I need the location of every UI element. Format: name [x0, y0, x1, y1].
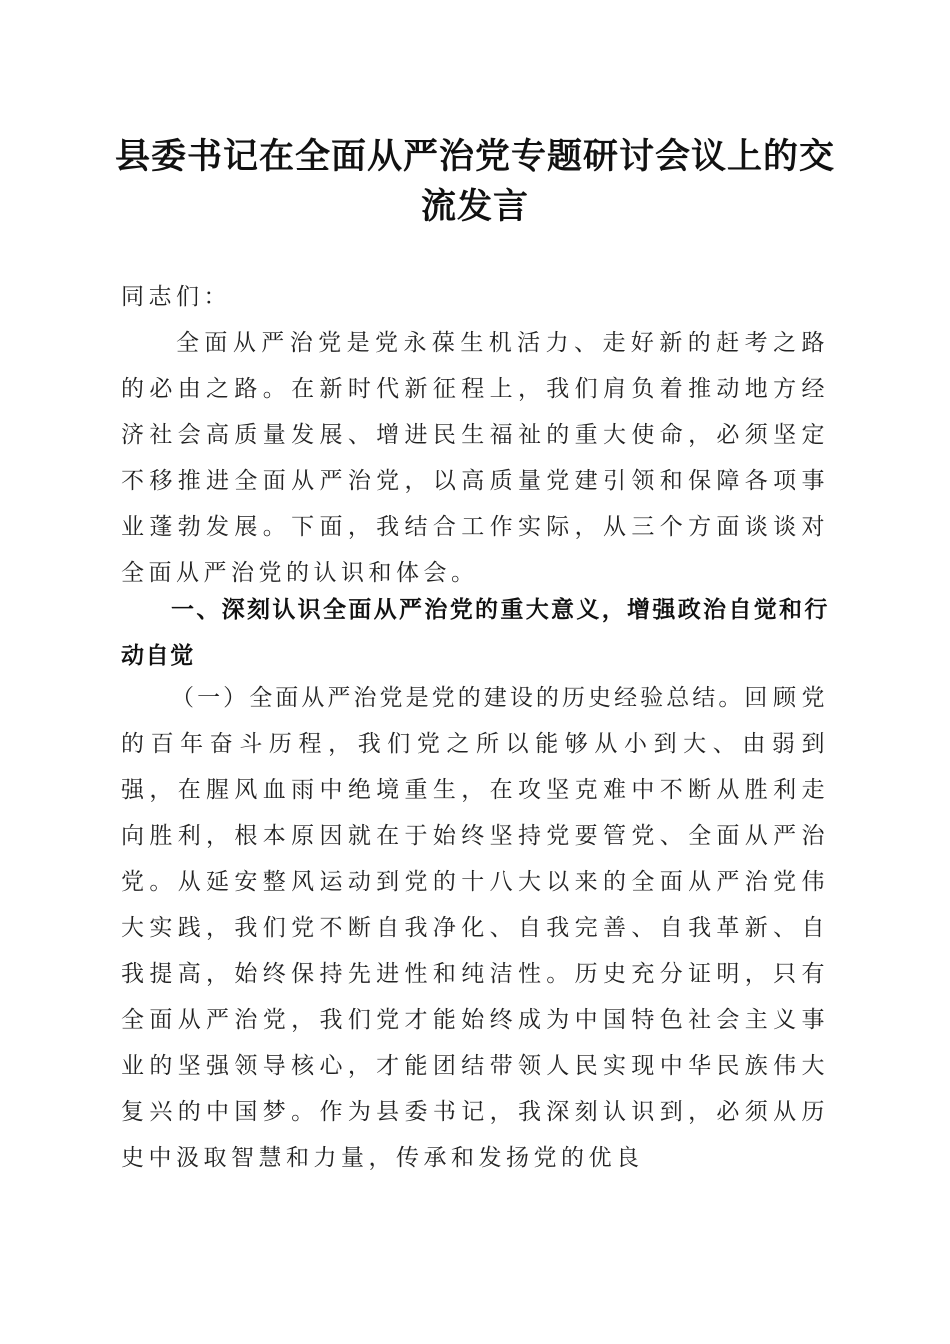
paragraph-body: 回顾党的百年奋斗历程，我们党之所以能够从小到大、由弱到强，在腥风血雨中绝境重生，在攻坚克难中不断从胜利走向胜利，根本原因就在于始终坚持党要管党、全面从严治党。从延安整风运动到党的十八大以来的全面从严治党伟大实践，我们党不断自我净化、自我完善、自我革新、自我提高，始终保持先进性和纯洁性。历史充分证明，只有全面从严治党，我们党才能始终成为中国特色社会主义事业的坚强领导核心，才能团结带领人民实现中华民族伟大复兴的中国梦。作为县委书记，我深刻认识到，必须从历史中汲取智慧和力量，传承和发扬党的优良	[121, 685, 829, 1171]
paragraph-section-1-1	[121, 675, 829, 1181]
section-heading-1: 一、深刻认识全面从严治党的重大意义，增强政治自觉和行动自觉	[121, 597, 829, 669]
paragraph-lead-sentence: （一）全面从严治党是党的建设的历史经验总结。	[171, 685, 745, 711]
salutation: 同志们：	[121, 284, 231, 310]
paragraph-intro: 全面从严治党是党永葆生机活力、走好新的赶考之路的必由之路。在新时代新征程上，我们肩负着推动地方经济社会高质量发展、增进民生福祉的重大使命，必须坚定不移推进全面从严治党，以高质量党建引领和保障各项事业蓬勃发展。下面，我结合工作实际，从三个方面谈谈对全面从严治党的认识和体会。	[121, 330, 829, 586]
document-title: 县委书记在全面从严治党专题研讨会议上的交流发言	[114, 136, 835, 227]
